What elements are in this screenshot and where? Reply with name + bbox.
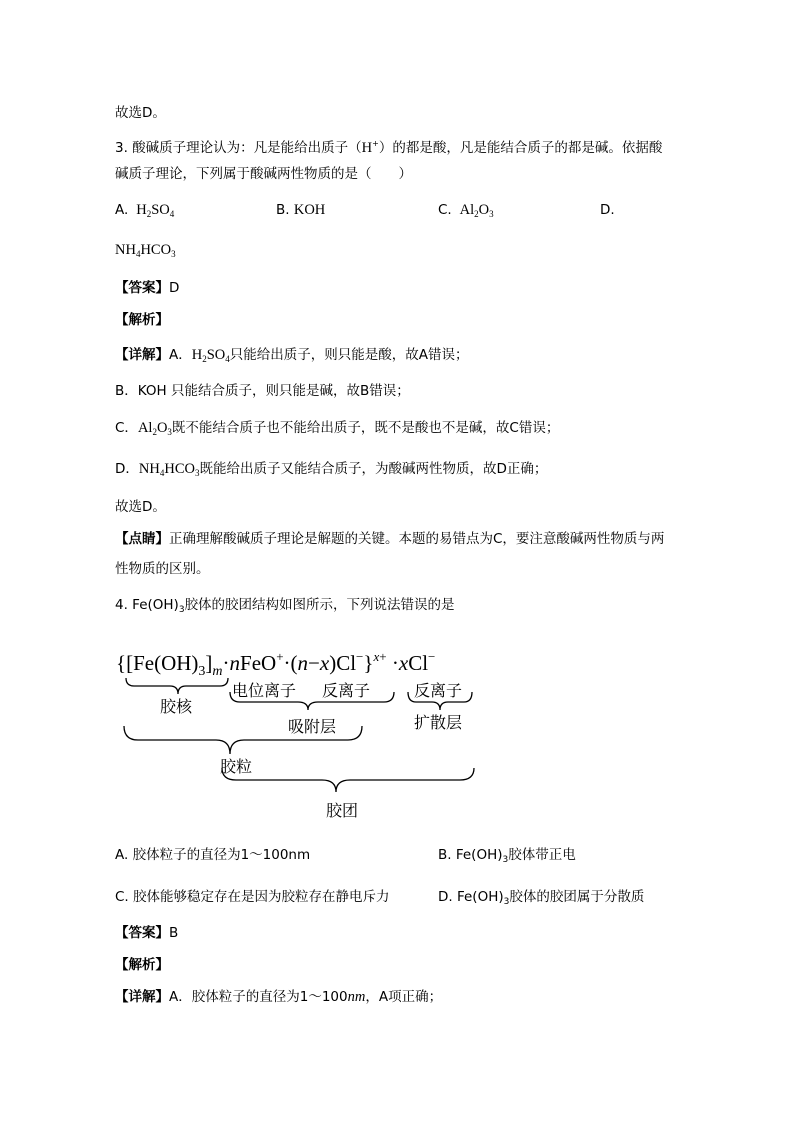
q3-option-a [115, 200, 174, 224]
q3-comment-line2: 性物质的区别。 [115, 561, 210, 577]
q4-option-b-pre: B. Fe(OH) [438, 847, 503, 863]
q4-stem-post: 胶体的胶团结构如图所示，下列说法错误的是 [184, 597, 455, 613]
brace-micelle [222, 768, 474, 792]
q4-detail-a-post: ，A项正确； [365, 989, 443, 1005]
q3-detail-d-pre: D． [115, 461, 139, 477]
label-fanlizi-2: 反离子 [414, 681, 463, 700]
q3-stem-h: H [361, 140, 373, 156]
q4-option-b [438, 845, 576, 870]
q3-detail-a-pre: A． [169, 347, 192, 363]
q3-detail-d [115, 459, 547, 483]
q4-option-d-post: 胶体的胶团属于分散质 [509, 889, 645, 905]
q3-option-a-formula: $H_2SO_4$ [132, 202, 175, 219]
q3-analysis-tag: 【解析】 [115, 312, 169, 328]
q3-option-c [438, 200, 494, 224]
q3-comment-text1: 正确理解酸碱质子理论是解题的关键。本题的易错点为C，要注意酸碱两性物质与两 [169, 531, 665, 547]
q4-option-d [438, 887, 644, 912]
q3-detail-a-post: 只能给出质子，则只能是酸，故A错误； [229, 347, 469, 363]
brace-core [126, 678, 228, 694]
q3-detail-c [115, 418, 559, 442]
q4-detail-a-unit: nm [347, 989, 366, 1005]
q4-analysis-tag: 【解析】 [115, 957, 169, 973]
micelle-formula: $\{[Fe(OH)_3]_m\cdot nFeO^+\cdot(n-x)Cl^-\}^x+ \cdot xCl^-$ [116, 649, 436, 679]
label-fanlizi-1: 反离子 [322, 681, 371, 700]
q3-option-a-label: A. [115, 202, 129, 218]
q4-stem-pre: 4. Fe(OH) [115, 597, 179, 613]
q3-answer [115, 278, 179, 298]
q4-option-c: C. 胶体能够稳定存在是因为胶粒存在静电斥力 [115, 889, 390, 905]
q3-detail-d-formula: $NH_4HCO_3$ [138, 461, 200, 478]
q4-stem [115, 595, 455, 620]
conclusion-text: 故选D。 [115, 105, 166, 121]
q3-comment-tag: 【点睛】 [115, 531, 169, 547]
q4-answer [115, 923, 178, 943]
q4-option-d-pre: D. Fe(OH) [438, 889, 504, 905]
q3-detail-c-post: 既不能结合质子也不能给出质子，既不是酸也不是碱，故C错误； [171, 420, 560, 436]
q3-detail-b: B．KOH 只能结合质子，则只能是碱，故B错误； [115, 383, 410, 399]
q4-stem-sub: 3 [178, 605, 185, 615]
q3-stem-line2: 碱质子理论，下列属于酸碱两性物质的是（ ） [115, 166, 412, 182]
label-dianwei: 电位离子 [232, 681, 297, 700]
q3-stem-plus: + [372, 139, 379, 148]
q3-option-d-formula: $NH_4HCO_3$ [115, 242, 176, 259]
q3-answer-value: D [169, 280, 180, 296]
q3-stem-line1 [115, 134, 662, 158]
q4-option-a: A. 胶体粒子的直径为1～100nm [115, 847, 311, 863]
q4-detail-tag: 【详解】 [115, 989, 169, 1005]
q4-answer-value: B [169, 925, 179, 941]
q3-option-b-formula: KOH [293, 202, 326, 218]
q3-stem-part1: 3. 酸碱质子理论认为：凡是能给出质子（ [115, 140, 362, 156]
q4-option-b-post: 胶体带正电 [508, 847, 576, 863]
q4-option-b-sub: 3 [502, 855, 509, 865]
q3-option-d-label: D. [600, 202, 615, 218]
label-kuosan: 扩散层 [414, 713, 463, 732]
q3-detail-c-pre: C． [115, 420, 138, 436]
q3-detail-c-formula: $Al_2O_3$ [137, 420, 172, 437]
label-xifu: 吸附层 [288, 717, 337, 736]
q3-stem-part2: ）的都是酸，凡是能结合质子的都是碱。依据酸 [378, 140, 663, 156]
q4-detail-a [115, 987, 442, 1007]
q3-answer-tag: 【答案】 [115, 280, 169, 296]
label-jiaohe: 胶核 [160, 697, 193, 716]
label-jiaoli: 胶粒 [220, 757, 253, 776]
q3-comment-line1 [115, 529, 664, 549]
q3-option-c-formula: $Al_2O_3$ [456, 202, 494, 219]
q4-option-d-sub: 3 [503, 897, 510, 907]
micelle-structure-diagram [112, 640, 492, 830]
q4-answer-tag: 【答案】 [115, 925, 169, 941]
q3-option-c-label: C. [438, 202, 452, 218]
q3-detail-tag: 【详解】 [115, 347, 169, 363]
q3-option-b [276, 200, 325, 220]
q3-detail-a [115, 345, 469, 369]
q4-detail-a-pre: A．胶体粒子的直径为1～100 [169, 989, 348, 1005]
q3-detail-d-post: 既能给出质子又能结合质子，为酸碱两性物质，故D正确； [199, 461, 548, 477]
q3-conclusion: 故选D。 [115, 499, 166, 515]
label-jiaotuan: 胶团 [326, 801, 359, 820]
q3-option-b-label: B. [276, 202, 290, 218]
q3-detail-a-formula: $H_2SO_4$ [191, 347, 230, 364]
